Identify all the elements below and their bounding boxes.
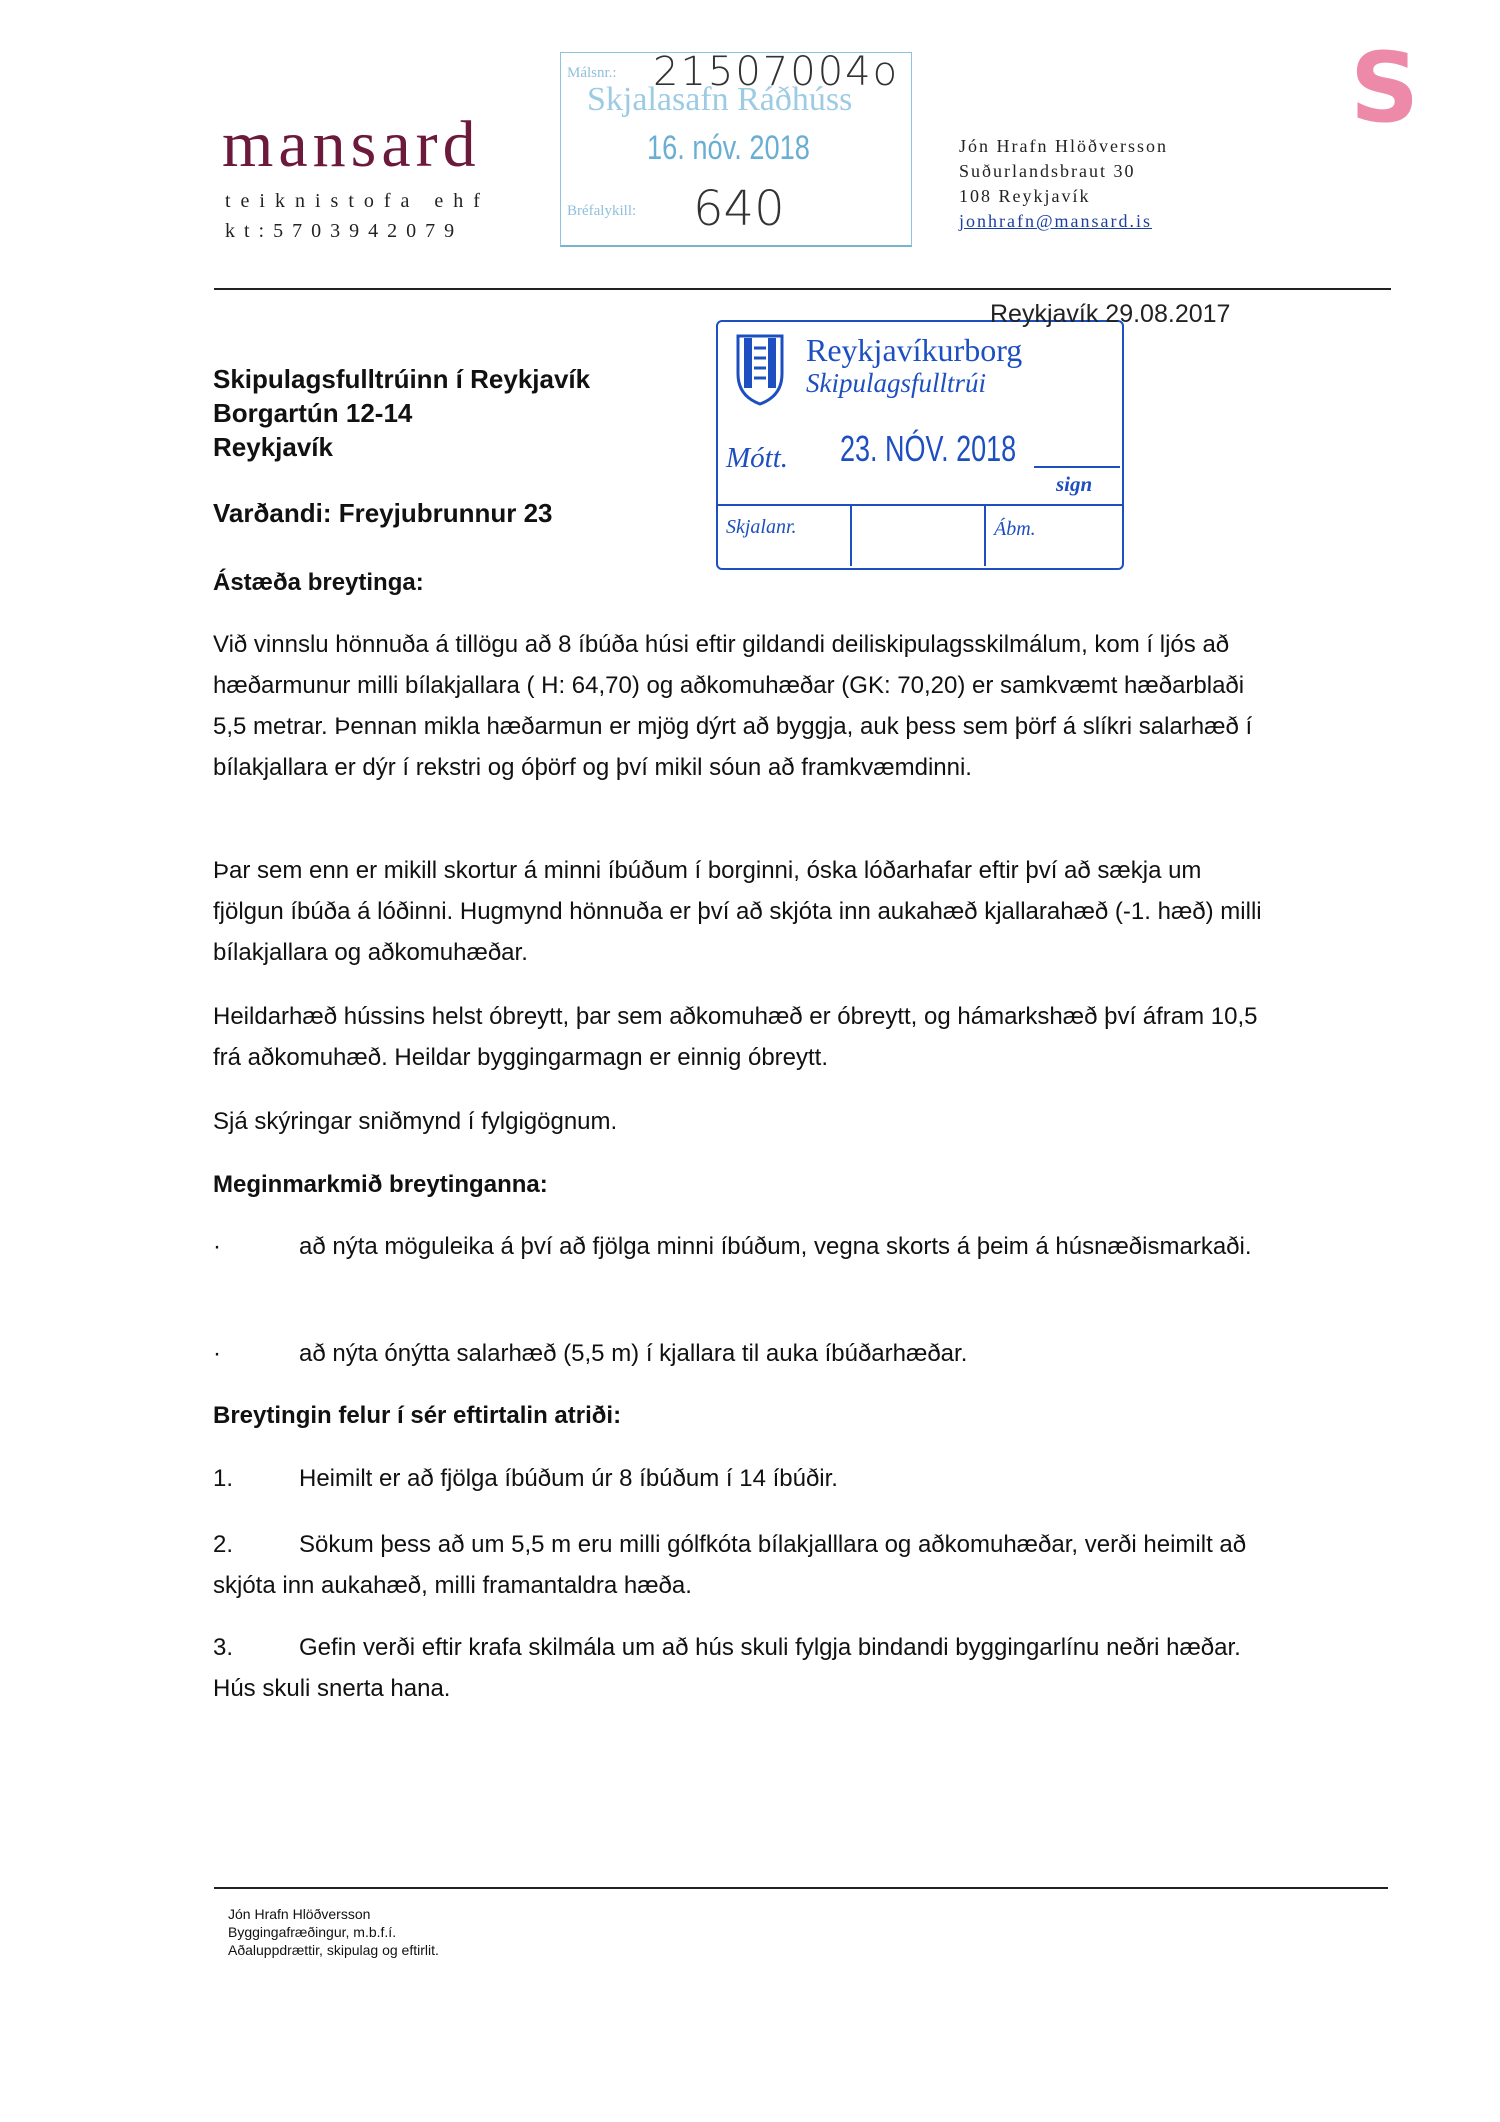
footer-services: Aðaluppdrættir, skipulag og eftirlit. <box>228 1942 439 1958</box>
sender-street: Suðurlandsbraut 30 <box>959 161 1136 181</box>
change-item <box>213 1524 1273 1606</box>
change-item <box>213 1627 1273 1709</box>
recipient-name: Skipulagsfulltrúinn í Reykjavík <box>213 364 591 394</box>
recipient-city: Reykjavík <box>213 432 333 462</box>
company-kt: kt:5703942079 <box>225 220 464 242</box>
bullet-marker: · <box>213 1233 221 1260</box>
city-stamp <box>716 320 1124 570</box>
sender-name: Jón Hrafn Hlöðversson <box>959 136 1168 156</box>
city-title: Reykjavíkurborg <box>806 332 1023 368</box>
sign-label: sign <box>1056 472 1093 496</box>
bullet-marker: · <box>213 1340 221 1367</box>
item-number: 2. <box>213 1531 234 1558</box>
case-number: 21507004o <box>653 49 900 95</box>
company-logo: mansard <box>222 108 481 181</box>
goal-item <box>213 1226 1273 1267</box>
stamp-cell-divider <box>850 504 852 566</box>
doc-number-label: Skjalanr. <box>726 516 797 538</box>
archive-date: 16. nóv. 2018 <box>647 129 810 167</box>
subject-line: Varðandi: Freyjubrunnur 23 <box>213 498 553 528</box>
footer-title: Byggingafræðingur, m.b.f.í. <box>228 1924 397 1940</box>
responsible-label: Ábm. <box>994 518 1036 540</box>
footer-name: Jón Hrafn Hlöðversson <box>228 1906 371 1922</box>
stamp-divider <box>718 504 1122 506</box>
sender-address <box>959 134 1168 234</box>
paragraph: Þar sem enn er mikill skortur á minni íbúðum í borginni, óska lóðarhafar eftir því að sækja um fjölgun íbúða á lóðinni. Hugmynd hönnuða er því að skjóta inn aukahæð kjallarahæð (-1. hæð) milli bílakjallara og aðkomuhæðar. <box>213 857 1262 966</box>
case-label: Málsnr.: <box>567 65 617 81</box>
footer-signature <box>228 1905 439 1959</box>
footer-divider <box>214 1887 1388 1889</box>
sign-line <box>1034 466 1120 468</box>
archive-stamp <box>560 49 912 247</box>
change-item <box>213 1458 1273 1499</box>
corner-mark: S <box>1350 32 1420 144</box>
goal-text: að nýta ónýtta salarhæð (5,5 m) í kjallara til auka íbúðarhæðar. <box>299 1340 968 1367</box>
paragraph: Við vinnslu hönnuða á tillögu að 8 íbúða húsi eftir gildandi deiliskipulagsskilmálum, kom í ljós að hæðarmunur milli bílakjallara ( H: 64,70) og aðkomuhæðar (GK: 70,20) er samkvæmt hæðarblaði 5,5 metrar. Þennan mikla hæðarmun er mjög dýrt að byggja, auk þess sem þörf á slíkri salarhæð í bílakjallara er dýr í rekstri og óþörf og því mikil sóun að framkvæmdinni. <box>213 631 1253 781</box>
received-label: Mótt. <box>726 442 789 474</box>
stamp-cell-divider <box>984 504 986 566</box>
paragraph: Sjá skýringar sniðmynd í fylgigögnum. <box>213 1108 618 1135</box>
key-value: 640 <box>693 181 785 237</box>
city-subtitle: Skipulagsfulltrúi <box>806 368 987 398</box>
sender-city: 108 Reykjavík <box>959 186 1091 206</box>
change-text: Sökum þess að um 5,5 m eru milli gólfkóta bílakjalllara og aðkomuhæðar, verði heimilt að skjóta inn aukahæð, milli framantaldra hæða. <box>213 1531 1247 1599</box>
received-date: 23. NÓV. 2018 <box>840 428 1017 469</box>
coat-of-arms-icon <box>736 334 784 406</box>
reason-heading: Ástæða breytinga: <box>213 569 424 596</box>
changes-heading: Breytingin felur í sér eftirtalin atriði: <box>213 1402 622 1429</box>
key-label: Bréfalykill: <box>567 203 637 219</box>
recipient-block <box>213 362 590 464</box>
sender-email-link[interactable]: jonhrafn@mansard.is <box>959 211 1153 231</box>
change-text: Heimilt er að fjölga íbúðum úr 8 íbúðum í 14 íbúðir. <box>299 1465 838 1492</box>
item-number: 3. <box>213 1634 234 1661</box>
goal-text: að nýta möguleika á því að fjölga minni íbúðum, vegna skorts á þeim á húsnæðismarkaði. <box>299 1233 1252 1260</box>
recipient-street: Borgartún 12-14 <box>213 398 413 428</box>
item-number: 1. <box>213 1465 234 1492</box>
goals-heading: Meginmarkmið breytinganna: <box>213 1171 548 1198</box>
company-subtitle: teiknistofa ehf <box>225 190 490 212</box>
goal-item <box>213 1333 1273 1374</box>
letter-date: Reykjavík 29.08.2017 <box>990 300 1231 328</box>
paragraph: Heildarhæð hússins helst óbreytt, þar sem aðkomuhæð er óbreytt, og hámarkshæð því áfram 10,5 frá aðkomuhæð. Heildar byggingarmagn er einnig óbreytt. <box>213 1003 1258 1071</box>
change-text: Gefin verði eftir krafa skilmála um að hús skuli fylgja bindandi byggingarlínu neðri hæðar. Hús skuli snerta hana. <box>213 1634 1241 1702</box>
header-divider <box>214 288 1391 290</box>
archive-title: Skjalasafn Ráðhúss <box>587 81 853 118</box>
